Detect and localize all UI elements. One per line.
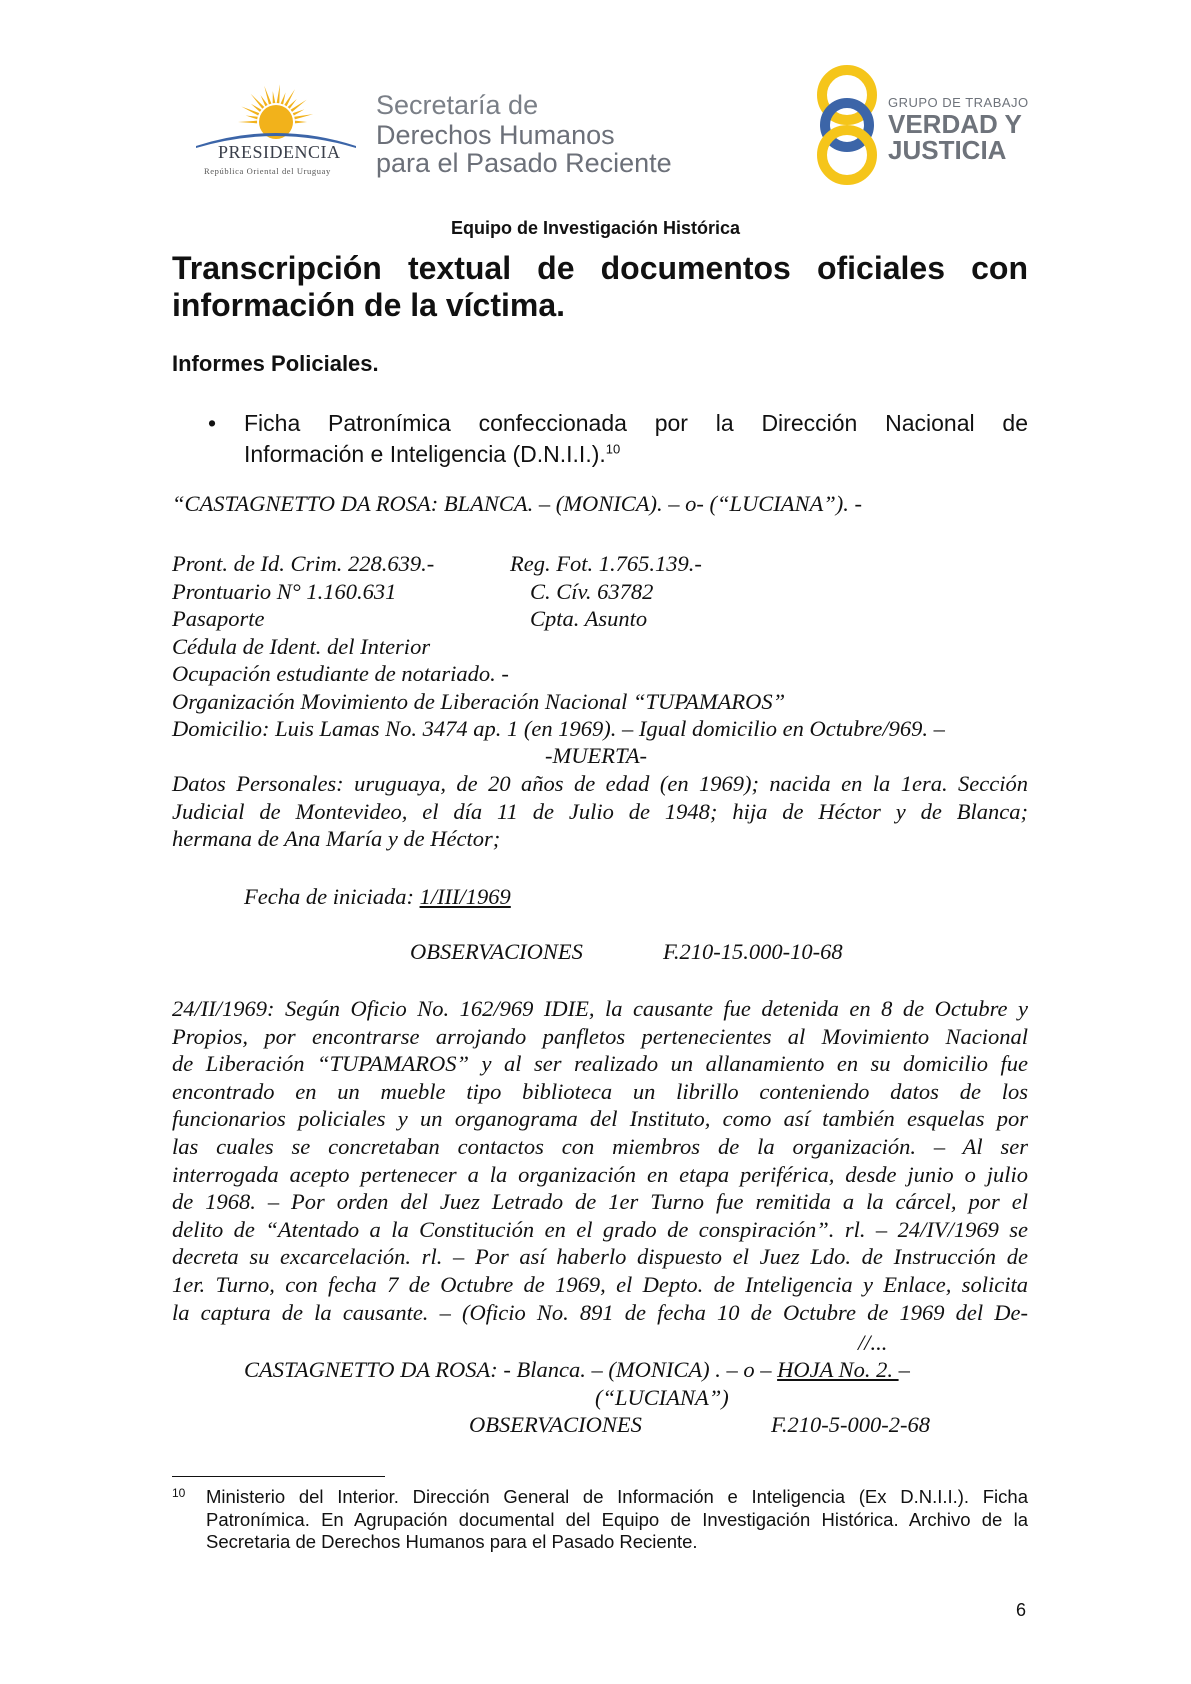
sun-ray — [246, 116, 258, 120]
obs-line: funcionarios policiales y un organograma del Instituto, como así también esquelas por — [172, 1106, 1028, 1132]
page-number: 6 — [1016, 1600, 1027, 1620]
record-right-column — [510, 550, 702, 633]
sheet2-obs-label: OBSERVACIONES — [469, 1412, 642, 1437]
sheet2-suffix: – — [898, 1357, 910, 1382]
grupo-verdad-justicia-logo — [812, 62, 1029, 187]
bullet-item — [244, 408, 1028, 470]
record-left-item: Pasaporte — [172, 606, 265, 631]
record-left-item: Prontuario N° 1.160.631 — [172, 578, 397, 604]
sun-ray — [277, 84, 280, 103]
sun-ray — [251, 94, 265, 109]
record-fecha — [244, 883, 511, 911]
sheet2-hoja: HOJA No. 2. — [777, 1357, 899, 1382]
sheet2-prefix: CASTAGNETTO DA ROSA: - Blanca. – (MONICA) . – o – — [244, 1357, 778, 1382]
sun-ray — [284, 89, 295, 106]
obs-line: 24/II/1969: Según Oficio No. 162/969 IDIE, la causante fue detenida en 8 de Octubre y — [172, 996, 1028, 1021]
fecha-value: 1/III/1969 — [419, 884, 511, 909]
obs-line: la captura de la causante. – (Oficio No. 891 de fecha 10 de Octubre de 1969 del De- — [172, 1299, 1028, 1325]
continues-mark: //... — [858, 1330, 888, 1355]
record-left-item: Pront. de Id. Crim. 228.639.- — [172, 551, 435, 576]
obs-code: F.210-15.000-10-68 — [663, 939, 843, 964]
bullet-marker: • — [208, 410, 217, 436]
record-left-item: Cédula de Ident. del Interior — [172, 633, 431, 659]
obs-label: OBSERVACIONES — [410, 939, 583, 964]
footnote-line: Secretaria de Derechos Humanos para el Pasado Reciente. — [206, 1531, 698, 1552]
footnote-number: 10 — [172, 1486, 186, 1500]
grupo-line-3: JUSTICIA — [888, 135, 1007, 165]
footnote-line: Patronímica. En Agrupación documental del Equipo de Investigación Histórica. Archivo de la — [206, 1508, 1028, 1530]
secretaria-line-3: para el Pasado Reciente — [376, 148, 672, 178]
record-organizacion: Organización Movimiento de Liberación Nacional “TUPAMAROS” — [172, 688, 786, 714]
sun-ray — [293, 109, 305, 115]
footnote-line: Ministerio del Interior. Dirección General de Información e Inteligencia (Ex D.N.I.I.). Ficha — [206, 1486, 1028, 1507]
sheet2-header — [244, 1356, 910, 1384]
team-heading: Equipo de Investigación Histórica — [450, 218, 741, 238]
secretaria-line-2: Derechos Humanos — [376, 120, 615, 150]
record-right-item: Reg. Fot. 1.765.139.- — [510, 551, 702, 576]
secretaria-line-1: Secretaría de — [376, 90, 539, 120]
page-title-line-2: información de la víctima. — [172, 287, 565, 323]
section-heading: Informes Policiales. — [172, 351, 379, 376]
record-name-line: “CASTAGNETTO DA ROSA: BLANCA. – (MONICA). – o- (“LUCIANA”). - — [172, 491, 863, 516]
grupo-line-1: GRUPO DE TRABAJO — [888, 95, 1029, 110]
bullet-line-2: Información e Inteligencia (D.N.I.I.). — [244, 441, 606, 467]
page-title-line-1: Transcripción textual de documentos oficiales con — [172, 250, 1028, 286]
page-title — [172, 250, 1028, 324]
obs-line: encontrado en un mueble tipo biblioteca un librillo conteniendo datos de los — [172, 1078, 1028, 1104]
record-datos — [172, 770, 1028, 853]
datos-line: Judicial de Montevideo, el día 11 de Julio de 1948; hija de Héctor y de Blanca; — [172, 798, 1028, 824]
grupo-line-2: VERDAD Y — [888, 109, 1022, 139]
datos-line: Datos Personales: uruguaya, de 20 años de edad (en 1969); nacida en la 1era. Sección — [172, 771, 1028, 796]
sun-ray — [295, 121, 307, 124]
sun-ray — [281, 93, 286, 105]
fecha-label: Fecha de iniciada: — [244, 884, 420, 909]
obs-line: Propios, por encontrarse arrojando panfletos pertenecientes al Movimiento Nacional — [172, 1023, 1028, 1049]
presidencia-subtitle: República Oriental del Uruguay — [204, 166, 331, 176]
obs-line: delito de “Atentado a la Constitución en el grado de conspiración”. rl. – 24/IV/1969 se — [172, 1216, 1028, 1242]
presidencia-label: PRESIDENCIA — [218, 142, 341, 162]
obs-line: interrogada acepto pertenecer a la organización en etapa periférica, desde junio o julio — [172, 1161, 1028, 1187]
record-right-item: Cpta. Asunto — [530, 606, 648, 631]
obs-line: 1er. Turno, con fecha 7 de Octubre de 1969, el Depto. de Inteligencia y Enlace, solicita — [172, 1271, 1028, 1297]
obs-line: de Liberación “TUPAMAROS” y al ser realizado un allanamiento en su domicilio fue — [172, 1051, 1028, 1077]
obs-line: decreta su excarcelación. rl. – Por así haberlo dispuesto el Juez Ldo. de Instrucción de — [172, 1244, 1028, 1270]
presidencia-logo — [196, 82, 356, 182]
record-domicilio: Domicilio: Luis Lamas No. 3474 ap. 1 (en 1969). – Igual domicilio en Octubre/969. – — [172, 716, 945, 741]
interlocked-rings-icon — [812, 62, 882, 187]
footnote-text — [206, 1486, 1028, 1554]
record-ocupacion: Ocupación estudiante de notariado. - — [172, 661, 509, 686]
sun-ray — [238, 121, 257, 124]
sheet2-obs-code: F.210-5-000-2-68 — [771, 1412, 930, 1437]
secretaria-wordmark — [376, 92, 672, 177]
bullet-line-1: Ficha Patronímica confeccionada por la Dirección Nacional de — [244, 410, 1028, 436]
sun-ray — [264, 86, 271, 105]
record-right-item: C. Cív. 63782 — [530, 578, 654, 604]
sun-ray — [291, 100, 307, 112]
sun-ray — [273, 91, 276, 103]
sheet2-alias: (“LUCIANA”) — [595, 1385, 729, 1410]
obs-text — [172, 995, 1028, 1326]
obs-line: de 1968. – Por orden del Juez Letrado de 1er Turno fue remitida a la cárcel, por el — [172, 1189, 1028, 1215]
obs-line: las cuales se concretaban contactos con miembros de la organización. – Al ser — [172, 1133, 1028, 1159]
record-muerta: -MUERTA- — [545, 743, 648, 768]
sun-ray — [294, 114, 313, 119]
footnote-ref: 10 — [605, 441, 621, 457]
datos-line: hermana de Ana María y de Héctor; — [172, 826, 501, 852]
footnote-rule — [172, 1476, 385, 1477]
